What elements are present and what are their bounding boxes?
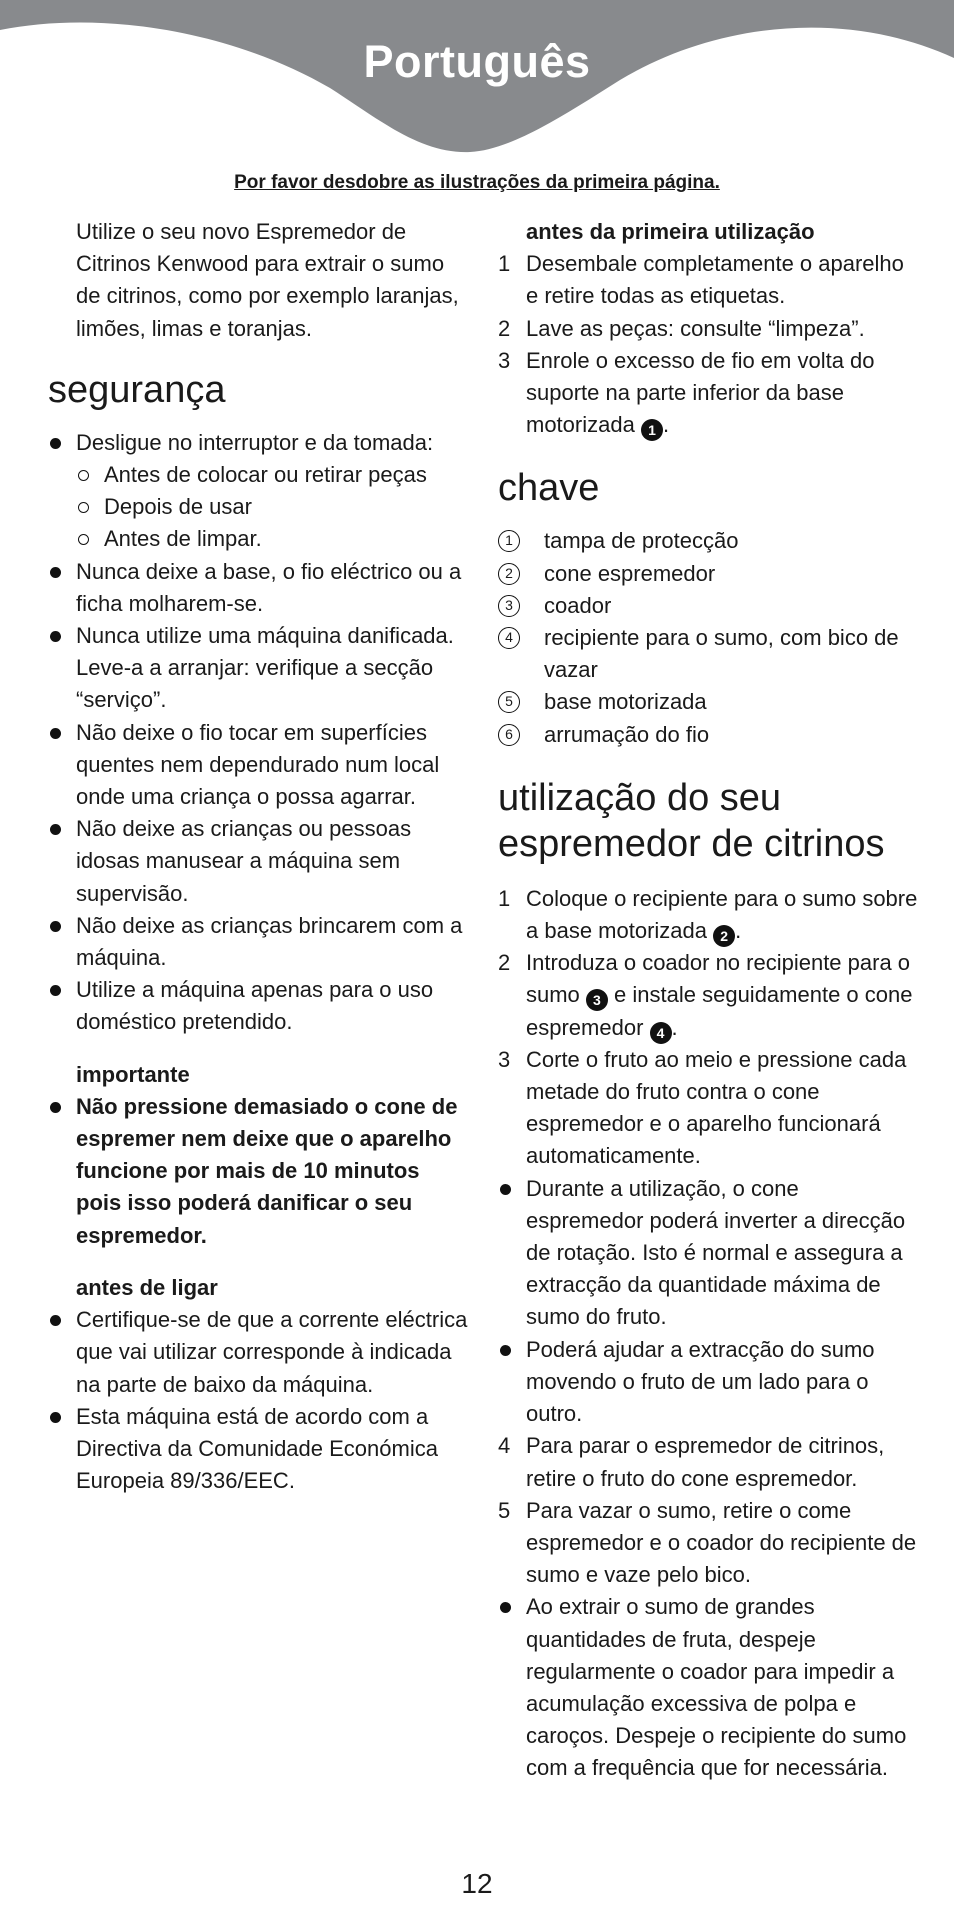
bullet-icon	[500, 1345, 511, 1356]
numbered-step	[498, 248, 918, 312]
right-column	[498, 216, 918, 1785]
item-text: Não deixe as crianças ou pessoas idosas manusear a máquina sem supervisão.	[76, 816, 412, 906]
bullet-icon	[50, 1412, 61, 1423]
sub-list-item	[48, 491, 468, 523]
bullet-icon	[50, 921, 61, 932]
safety-heading: segurança	[48, 368, 226, 411]
circled-number-icon: 6	[498, 724, 520, 746]
figure-ref-icon: 2	[713, 925, 735, 947]
important-warning	[48, 1091, 468, 1252]
step-text: Introduza o coador no recipiente para o sumo	[526, 950, 911, 1008]
key-item	[498, 525, 918, 557]
bullet-icon	[50, 1315, 61, 1326]
item-text: Não deixe o fio tocar em superfícies quentes nem dependurado num local onde uma criança o possa agarrar.	[76, 719, 440, 810]
step-text: Lave as peças: consulte “limpeza”.	[526, 315, 865, 341]
page-number: 12	[461, 1868, 493, 1899]
key-text: tampa de protecção	[544, 528, 739, 554]
step-text: Para vazar o sumo, retire o come espremedor e o coador do recipiente de sumo e vaze pelo bico.	[526, 1497, 917, 1588]
list-item	[48, 556, 468, 620]
list-item	[48, 1401, 468, 1498]
hollow-bullet-icon	[78, 534, 89, 545]
item-text: Nunca utilize uma máquina danificada. Leve-a a arranjar: verifique a secção “serviço”.	[76, 623, 454, 713]
item-text: Utilize a máquina apenas para o uso doméstico pretendido.	[76, 977, 434, 1035]
step-text: Para parar o espremedor de citrinos, retire o fruto do cone espremedor.	[526, 1433, 885, 1491]
bullet-icon	[50, 728, 61, 739]
key-text: base motorizada	[544, 689, 707, 715]
list-item	[48, 974, 468, 1038]
step-number: 3	[498, 347, 511, 373]
item-text: Poderá ajudar a extracção do sumo movendo o fruto de um lado para o outro.	[526, 1336, 875, 1427]
step-number: 3	[498, 1046, 511, 1072]
figure-ref-icon: 4	[650, 1022, 672, 1044]
list-item	[48, 813, 468, 910]
step-text: Corte o fruto ao meio e pressione cada metade do fruto contra o cone espremedor e o aparelho funcionará automaticamente.	[526, 1046, 907, 1169]
bullet-icon	[50, 985, 61, 996]
unfold-notice: Por favor desdobre as ilustrações da primeira página.	[234, 172, 720, 193]
numbered-step	[498, 313, 918, 345]
key-text: arrumação do fio	[544, 721, 710, 747]
sub-list-item	[48, 459, 468, 491]
list-item	[48, 910, 468, 974]
before-plug-heading: antes de ligar	[76, 1274, 218, 1300]
sub-item-text: Antes de colocar ou retirar peças	[104, 462, 427, 488]
key-text: recipiente para o sumo, com bico de vazar	[544, 625, 899, 683]
list-item	[48, 1304, 468, 1401]
numbered-step	[498, 1495, 918, 1592]
list-item	[498, 1173, 918, 1334]
figure-ref-icon: 1	[641, 419, 663, 441]
list-item	[48, 717, 468, 814]
key-item	[498, 622, 918, 686]
bullet-icon	[50, 631, 61, 642]
step-end: .	[735, 918, 742, 944]
key-heading: chave	[498, 467, 600, 510]
item-text: Certifique-se de que a corrente eléctrica que vai utilizar corresponde à indicada na parte de baixo da máquina.	[76, 1307, 468, 1397]
circled-number-icon: 4	[498, 627, 520, 649]
figure-ref-icon: 3	[586, 989, 608, 1011]
numbered-step	[498, 1044, 918, 1173]
key-text: cone espremedor	[544, 560, 716, 586]
key-text: coador	[544, 592, 612, 618]
step-number: 4	[498, 1433, 511, 1459]
step-number: 1	[498, 885, 511, 911]
hollow-bullet-icon	[78, 502, 89, 513]
list-item	[498, 1591, 918, 1784]
step-text: Desembale completamente o aparelho e retire todas as etiquetas.	[526, 251, 904, 309]
item-text: Ao extrair o sumo de grandes quantidades de fruta, despeje regularmente o coador para impedir a acumulação excessiva de polpa e caroços. Despeje o recipiente do sumo com a frequência que for necessária.	[526, 1594, 907, 1781]
circled-number-icon: 5	[498, 691, 520, 713]
bullet-icon	[50, 438, 61, 449]
item-text: Durante a utilização, o cone espremedor poderá inverter a direcção de rotação. Isto é normal e assegura a extracção da quantidade máxima de sumo do fruto.	[526, 1175, 906, 1330]
list-item	[498, 1334, 918, 1431]
step-text: Coloque o recipiente para o sumo sobre a base motorizada	[526, 885, 918, 944]
step-number: 1	[498, 251, 511, 277]
bullet-icon	[50, 824, 61, 835]
page-title: Português	[363, 36, 591, 87]
bullet-icon	[50, 567, 61, 578]
step-text: e instale seguidamente o cone espremedor	[526, 982, 913, 1040]
step-number: 5	[498, 1497, 511, 1523]
sub-item-text: Depois de usar	[104, 494, 252, 520]
list-item	[48, 620, 468, 717]
circled-number-icon: 3	[498, 595, 520, 617]
step-number: 2	[498, 950, 511, 976]
circled-number-icon: 1	[498, 530, 520, 552]
item-text: Não deixe as crianças brincarem com a máquina.	[76, 912, 463, 971]
important-heading: importante	[76, 1061, 190, 1087]
bullet-icon	[50, 1102, 61, 1113]
numbered-step	[498, 883, 918, 947]
numbered-step	[498, 947, 918, 1044]
intro-paragraph: Utilize o seu novo Espremedor de Citrinos Kenwood para extrair o sumo de citrinos, como por exemplo laranjas, limões, limas e toranjas.	[76, 219, 459, 341]
item-text: Esta máquina está de acordo com a Directiva da Comunidade Económica Europeia 89/336/EEC.	[76, 1403, 438, 1494]
bullet-icon	[500, 1184, 511, 1195]
key-item	[498, 558, 918, 590]
left-column	[48, 216, 468, 1497]
switch-off-text: Desligue no interruptor e da tomada:	[76, 429, 434, 455]
step-number: 2	[498, 315, 511, 341]
warning-text: Não pressione demasiado o cone de espremer nem deixe que o aparelho funcione por mais de 10 minutos pois isso poderá danificar o seu espremedor.	[76, 1093, 458, 1248]
numbered-step	[498, 1430, 918, 1494]
hollow-bullet-icon	[78, 470, 89, 481]
key-item	[498, 590, 918, 622]
bullet-icon	[500, 1602, 511, 1613]
step-end: .	[671, 1014, 678, 1040]
usage-heading-line1: utilização do seu	[498, 776, 782, 819]
list-item	[48, 427, 468, 459]
numbered-step	[498, 345, 918, 442]
step-end: .	[662, 412, 670, 438]
step-text: Enrole o excesso de fio em volta do suporte na parte inferior da base motorizada	[526, 347, 875, 438]
circled-number-icon: 2	[498, 563, 520, 585]
header-banner	[0, 0, 954, 160]
sub-item-text: Antes de limpar.	[104, 526, 262, 552]
key-item	[498, 686, 918, 718]
sub-list-item	[48, 523, 468, 555]
usage-heading-line2: espremedor de citrinos	[498, 822, 885, 865]
usage-heading	[498, 775, 918, 867]
item-text: Nunca deixe a base, o fio eléctrico ou a ficha molharem-se.	[76, 558, 462, 616]
first-use-heading: antes da primeira utilização	[526, 219, 815, 244]
key-item	[498, 719, 918, 751]
